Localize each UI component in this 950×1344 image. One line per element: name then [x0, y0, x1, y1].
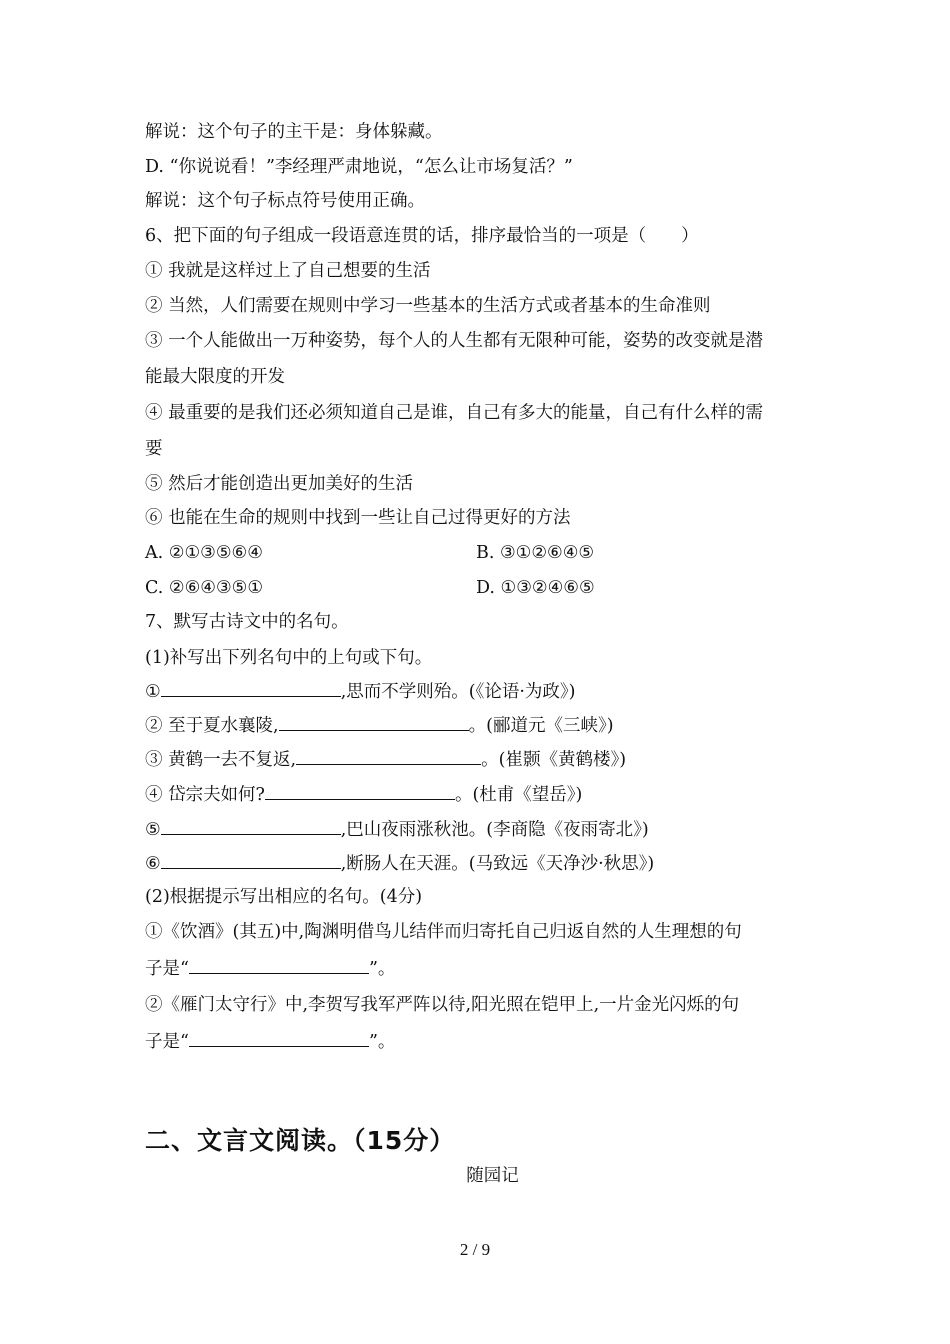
choice-b: B. ③①②⑥④⑤ — [476, 543, 595, 563]
fill-item-prefix: ③ 黄鹤一去不复返, — [145, 750, 297, 770]
answer-blank[interactable] — [189, 956, 369, 974]
answer-blank[interactable] — [279, 713, 469, 731]
question-7-part-2: (2)根据提示写出相应的名句。(4分) — [145, 887, 423, 907]
option-d-line: D. “你说说看！”李经理严肃地说，“怎么让市场复活？” — [145, 157, 573, 177]
choice-c: C. ②⑥④③⑤① — [145, 578, 264, 598]
passage-title: 随园记 — [466, 1166, 519, 1186]
answer-blank[interactable] — [189, 1029, 369, 1047]
fill-item-1 — [145, 679, 575, 704]
answer-blank[interactable] — [161, 679, 341, 697]
explanation-line: 解说：这个句子的主干是：身体躲藏。 — [145, 122, 443, 142]
sentence-4: ④ 最重要的是我们还必须知道自己是谁，自己有多大的能量，自己有什么样的需 — [145, 403, 764, 423]
fill-item-prefix: ⑤ — [145, 820, 161, 840]
fill-item-suffix: 。(郦道元《三峡》) — [468, 716, 614, 736]
answer-blank[interactable] — [265, 782, 455, 800]
fill-item-5 — [145, 817, 649, 842]
fill-item-prefix: ① — [145, 682, 161, 702]
prompt-2: ②《雁门太守行》中,李贺写我军严阵以待,阳光照在铠甲上,一片金光闪烁的句 — [145, 995, 740, 1015]
page-number: 2 / 9 — [459, 1240, 491, 1259]
fill-item-6 — [145, 851, 654, 876]
sentence-3-cont: 能最大限度的开发 — [145, 367, 285, 387]
section-heading: 二、文言文阅读。（15分） — [145, 1126, 456, 1155]
answer-prefix: 子是“ — [145, 959, 189, 979]
answer-suffix: ”。 — [368, 959, 396, 979]
answer-blank[interactable] — [161, 851, 341, 869]
fill-item-suffix: ,思而不学则殆。(《论语·为政》) — [340, 682, 576, 702]
fill-item-4 — [145, 782, 582, 807]
fill-item-suffix: ,巴山夜雨涨秋池。(李商隐《夜雨寄北》) — [340, 820, 649, 840]
answer-prefix: 子是“ — [145, 1032, 189, 1052]
fill-item-suffix: 。(崔颢《黄鹤楼》) — [481, 750, 627, 770]
sentence-1: ① 我就是这样过上了自己想要的生活 — [145, 261, 431, 281]
answer-blank[interactable] — [296, 747, 481, 765]
fill-item-suffix: ,断肠人在天涯。(马致远《天净沙·秋思》) — [340, 854, 655, 874]
fill-item-prefix: ② 至于夏水襄陵, — [145, 716, 279, 736]
prompt-1: ①《饮酒》(其五)中,陶渊明借鸟儿结伴而归寄托自己归返自然的人生理想的句 — [145, 922, 742, 942]
fill-item-3 — [145, 747, 626, 772]
fill-item-prefix: ⑥ — [145, 854, 161, 874]
fill-item-suffix: 。(杜甫《望岳》) — [454, 785, 583, 805]
answer-suffix: ”。 — [368, 1032, 396, 1052]
fill-item-2 — [145, 713, 614, 738]
prompt-2-answer — [145, 1029, 395, 1054]
sentence-6: ⑥ 也能在生命的规则中找到一些让自己过得更好的方法 — [145, 508, 571, 528]
choice-d: D. ①③②④⑥⑤ — [476, 578, 595, 598]
sentence-3: ③ 一个人能做出一万种姿势，每个人的人生都有无限种可能，姿势的改变就是潜 — [145, 331, 764, 351]
sentence-4-cont: 要 — [145, 439, 163, 459]
question-6: 6、把下面的句子组成一段语意连贯的话，排序最恰当的一项是（ ） — [145, 226, 699, 246]
choice-a: A. ②①③⑤⑥④ — [145, 543, 263, 563]
sentence-2: ② 当然，人们需要在规则中学习一些基本的生活方式或者基本的生命准则 — [145, 296, 711, 316]
question-7-part-1: (1)补写出下列名句中的上句或下句。 — [145, 648, 433, 668]
question-7: 7、默写古诗文中的名句。 — [145, 612, 349, 632]
answer-blank[interactable] — [161, 817, 341, 835]
sentence-5: ⑤ 然后才能创造出更加美好的生活 — [145, 474, 414, 494]
fill-item-prefix: ④ 岱宗夫如何? — [145, 785, 265, 805]
explanation-line: 解说：这个句子标点符号使用正确。 — [145, 191, 425, 211]
prompt-1-answer — [145, 956, 395, 981]
